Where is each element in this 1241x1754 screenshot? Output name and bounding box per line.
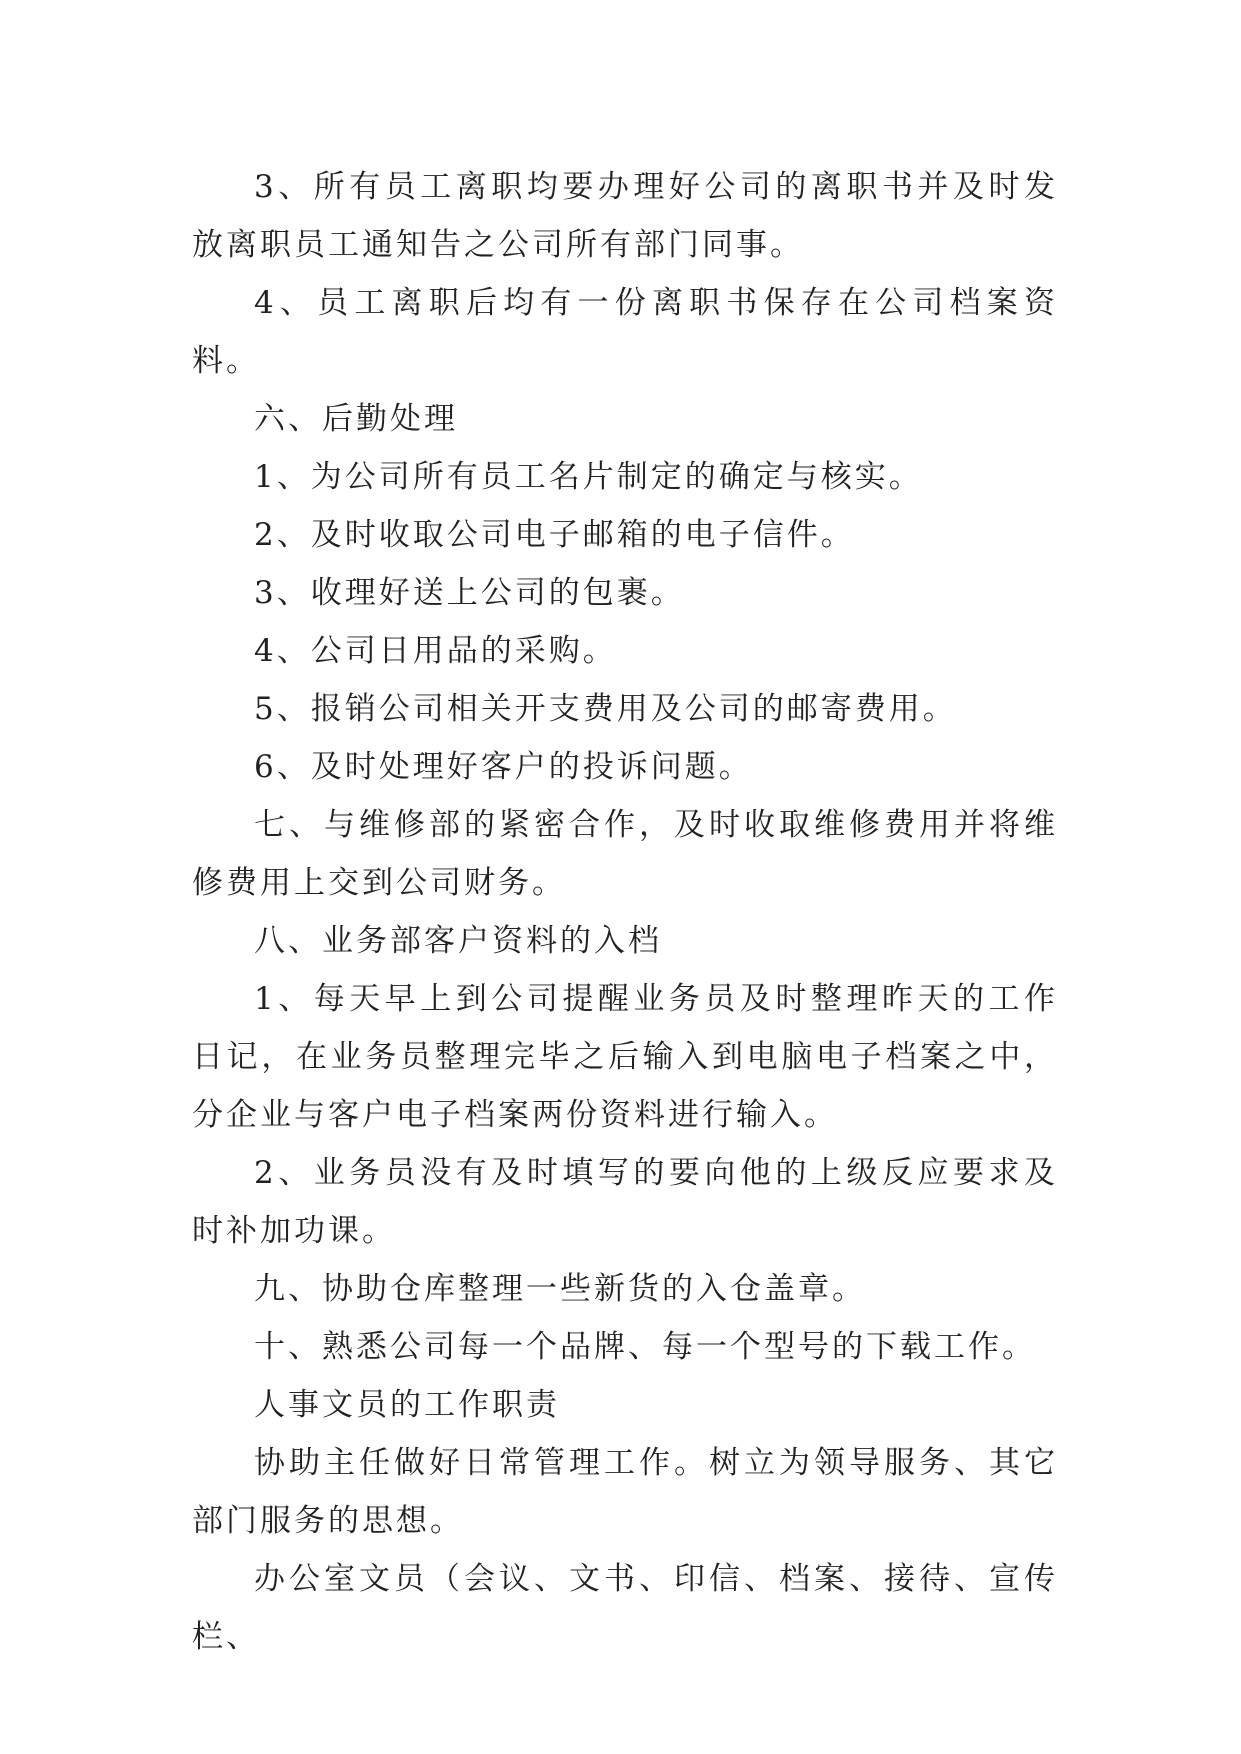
paragraph: 4、公司日用品的采购。 bbox=[254, 633, 617, 669]
paragraph: 九、协助仓库整理一些新货的入仓盖章。 bbox=[254, 1271, 866, 1307]
paragraph: 6、及时处理好客户的投诉问题。 bbox=[254, 749, 753, 785]
section-heading: 八、业务部客户资料的入档 bbox=[254, 923, 662, 959]
paragraph: 协助主任做好日常管理工作。树立为领导服务、其它部门服务的思想。 bbox=[192, 1445, 1058, 1539]
paragraph: 七、与维修部的紧密合作，及时收取维修费用并将维修费用上交到公司财务。 bbox=[192, 807, 1058, 901]
paragraph: 2、及时收取公司电子邮箱的电子信件。 bbox=[254, 517, 855, 553]
paragraph: 2、业务员没有及时填写的要向他的上级反应要求及时补加功课。 bbox=[192, 1155, 1058, 1249]
paragraph: 办公室文员（会议、文书、印信、档案、接待、宣传栏、 bbox=[192, 1561, 1058, 1655]
paragraph: 5、报销公司相关开支费用及公司的邮寄费用。 bbox=[254, 691, 957, 727]
paragraph: 1、每天早上到公司提醒业务员及时整理昨天的工作日记，在业务员整理完毕之后输入到电脑电子档案之中，分企业与客户电子档案两份资料进行输入。 bbox=[192, 981, 1058, 1133]
paragraph: 3、收理好送上公司的包裹。 bbox=[254, 575, 685, 611]
paragraph: 3、所有员工离职均要办理好公司的离职书并及时发放离职员工通知告之公司所有部门同事。 bbox=[192, 169, 1058, 263]
paragraph: 4、员工离职后均有一份离职书保存在公司档案资料。 bbox=[192, 285, 1058, 379]
paragraph: 十、熟悉公司每一个品牌、每一个型号的下载工作。 bbox=[254, 1329, 1036, 1365]
section-heading: 六、后勤处理 bbox=[254, 401, 458, 437]
paragraph: 1、为公司所有员工名片制定的确定与核实。 bbox=[254, 459, 923, 495]
section-heading: 人事文员的工作职责 bbox=[254, 1387, 560, 1423]
document-body bbox=[192, 158, 1058, 1666]
